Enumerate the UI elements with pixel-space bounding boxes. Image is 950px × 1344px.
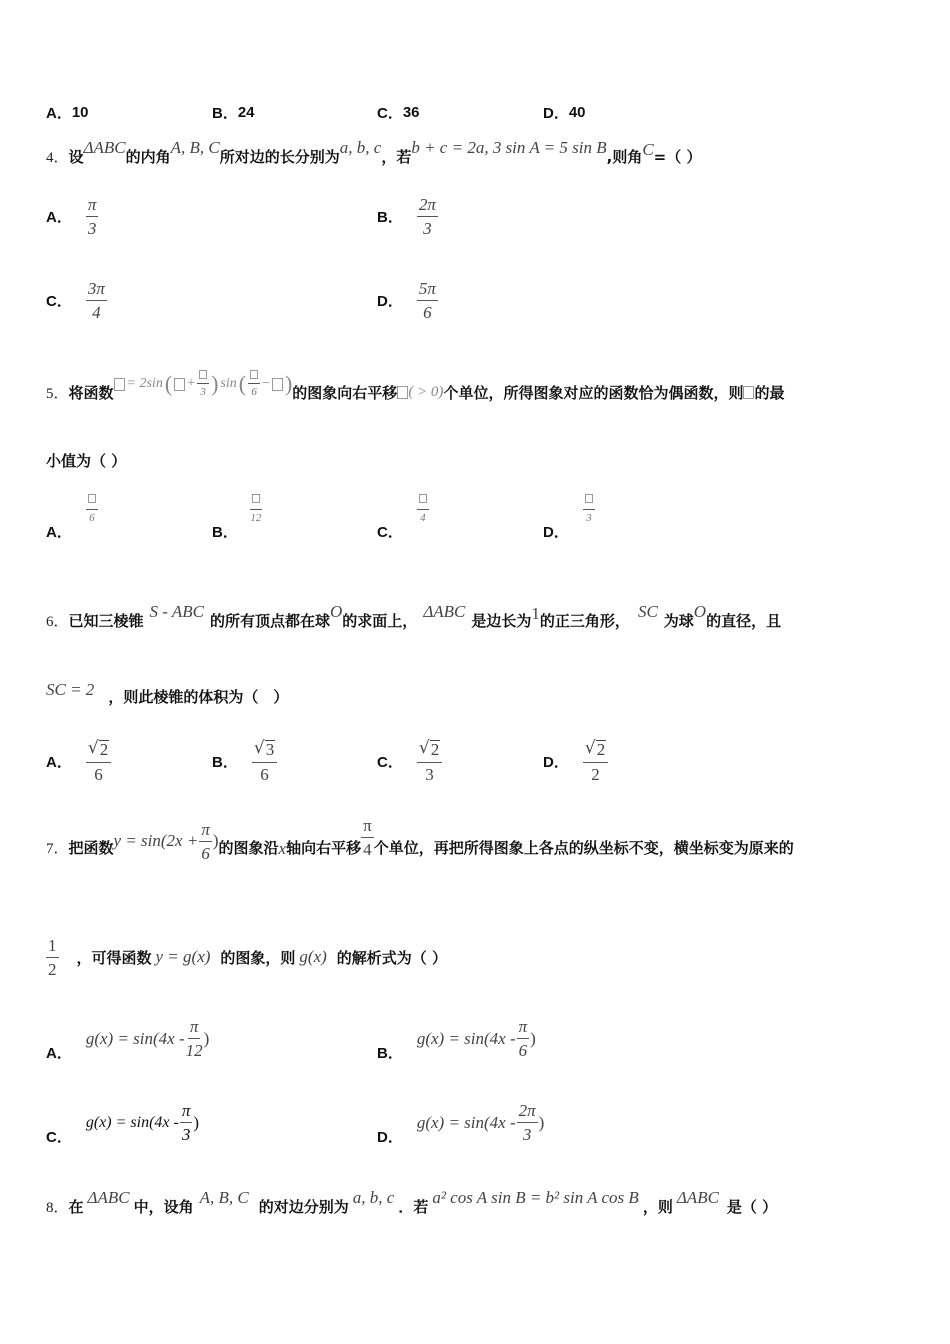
denominator: 3 [87, 219, 97, 238]
q4-option-c[interactable] [46, 280, 107, 321]
q6-text-3: 的求面上， [342, 611, 418, 630]
placeholder-glyph [272, 378, 283, 391]
q4-triangle: ΔABC [83, 138, 126, 157]
option-value: 40 [568, 104, 586, 121]
option-value: 36 [402, 104, 420, 121]
option-label: A． [46, 1045, 72, 1062]
denominator: 3 [586, 512, 592, 524]
q4-text-5: ,则角 [606, 147, 643, 166]
option-fraction [417, 490, 429, 524]
question-number: 7． [46, 840, 69, 857]
sqrt-symbol: √ 2 [584, 738, 606, 759]
question-8-stem [46, 1186, 777, 1226]
option-fraction [583, 740, 608, 783]
option-label: D． [543, 105, 569, 122]
q8-text-5: ，则 [642, 1197, 673, 1216]
question-6-stem [46, 600, 781, 640]
q8-text-3: 的对边分别为 [258, 1197, 349, 1216]
option-label: A． [46, 209, 72, 226]
numerator: π [199, 821, 212, 842]
q4-option-d[interactable] [377, 280, 438, 321]
option-label: D． [377, 293, 403, 310]
q7-text-7: 的解析式为（ ） [336, 948, 448, 967]
placeholder-glyph [397, 386, 408, 399]
q6-text-7: 的直径，且 [706, 611, 782, 630]
q7-text-1: 把函数 [68, 838, 114, 857]
q5-text-3: 个单位，所得图象对应的函数恰为偶函数，则 [443, 383, 744, 402]
q8-text-1: 在 [68, 1197, 84, 1216]
radicand: 2 [430, 740, 440, 759]
q5-option-d[interactable] [543, 490, 595, 541]
q7-func-part: y = sin(2x + [113, 831, 199, 850]
q6-option-a[interactable] [46, 740, 111, 783]
minus-sign: − [262, 376, 270, 391]
prev-option-b[interactable] [212, 102, 255, 123]
q8-text-2: 中，设角 [133, 1197, 194, 1216]
paren-close: ) [212, 831, 219, 850]
question-number: 8． [46, 1199, 69, 1216]
numerator: π [517, 1018, 530, 1039]
radicand: 3 [265, 740, 275, 759]
q4-var: C [642, 140, 654, 159]
q7-text-6: 的图象，则 [220, 948, 296, 967]
denominator: 6 [423, 303, 432, 322]
small-fraction [197, 370, 209, 398]
q4-condition: b + c = 2a, 3 sin A = 5 sin B [411, 138, 607, 157]
numerator: 3π [86, 280, 107, 301]
numerator: π [361, 817, 374, 838]
q5-text-4: 的最 [754, 383, 785, 402]
question-number: 5． [46, 385, 69, 402]
q4-text-1: 设 [68, 147, 84, 166]
option-label: B． [212, 105, 238, 122]
option-fraction [180, 1102, 193, 1143]
q7-axis: x [278, 839, 287, 858]
q7-shift-fraction [361, 817, 374, 858]
paren-close: ) [284, 371, 293, 396]
numerator: 2π [517, 1102, 538, 1123]
sqrt-symbol: √ 2 [418, 738, 440, 759]
option-fraction [252, 740, 277, 783]
placeholder-glyph [114, 378, 125, 391]
question-number: 4． [46, 149, 69, 166]
denominator: 6 [201, 843, 210, 863]
denominator: 4 [363, 839, 372, 859]
q8-sides: a, b, c [352, 1188, 395, 1207]
q6-sphere-2: O [693, 602, 707, 621]
option-label: A． [46, 105, 72, 122]
paren-close: ) [203, 1028, 210, 1048]
q6-side-length: 1 [531, 604, 540, 623]
question-7-stem-cont [46, 932, 447, 982]
denominator: 3 [522, 1125, 532, 1144]
q4-text-3: 所对边的长分别为 [219, 147, 340, 166]
q4-sides: a, b, c [339, 138, 382, 157]
denominator: 4 [420, 512, 426, 524]
question-4-stem [46, 136, 701, 176]
q6-text-6: 为球 [663, 611, 694, 630]
question-number: 6． [46, 613, 69, 630]
q6-pyramid: S - ABC [149, 602, 204, 621]
option-label: A． [46, 524, 72, 541]
q4-text-2: 的内角 [125, 147, 171, 166]
option-expression: g(x) = sin(4x - [416, 1028, 516, 1048]
q5-condition: ( > 0) [408, 383, 444, 400]
q6-option-b[interactable] [212, 740, 277, 783]
q8-text-4: ．若 [398, 1197, 429, 1216]
numerator: 1 [46, 937, 59, 958]
denominator: 12 [250, 512, 262, 524]
q4-option-b[interactable] [377, 196, 438, 237]
numerator: 2π [417, 196, 438, 217]
option-label: C． [46, 293, 72, 310]
small-fraction [248, 370, 260, 398]
option-fraction [517, 1018, 530, 1059]
denominator: 6 [94, 764, 103, 784]
q5-text-2: 的图象向右平移 [292, 383, 398, 402]
option-value: 24 [237, 104, 255, 121]
option-label: C． [377, 105, 403, 122]
q6-condition: SC = 2 [46, 680, 95, 699]
q7-g: g(x) [299, 947, 327, 966]
numerator: 5π [417, 280, 438, 301]
denominator: 3 [425, 764, 434, 784]
q7-function [114, 821, 219, 862]
option-fraction [517, 1102, 538, 1143]
denominator: 6 [518, 1041, 528, 1060]
q7-text-3: 轴向右平移 [286, 838, 362, 857]
denominator: 6 [251, 386, 257, 398]
q6-text-8: ，则此棱锥的体积为（ ） [108, 687, 289, 706]
denominator: 6 [89, 512, 95, 524]
prev-option-a[interactable] [46, 102, 89, 123]
denominator: 4 [92, 303, 101, 322]
option-label: D． [377, 1129, 403, 1146]
option-label: C． [377, 753, 403, 771]
numerator: π [180, 1102, 193, 1123]
option-expression: g(x) = sin(4x - [85, 1113, 179, 1131]
q7-option-b[interactable] [377, 1017, 536, 1062]
q5-option-c[interactable] [377, 490, 429, 541]
option-fraction [417, 740, 442, 783]
option-label: C． [46, 1129, 72, 1146]
q5-option-a[interactable] [46, 490, 98, 541]
denominator: 2 [591, 764, 600, 784]
option-fraction [86, 740, 111, 783]
option-fraction [86, 490, 98, 524]
q6-text-1: 已知三棱锥 [68, 611, 144, 630]
option-fraction [186, 1018, 203, 1059]
prev-option-c[interactable] [377, 102, 420, 123]
q4-text-6: =（ ） [653, 147, 702, 166]
q6-text-5: 的正三角形， [539, 611, 630, 630]
option-fraction [86, 196, 99, 237]
option-fraction [86, 280, 107, 321]
option-label: B． [377, 1045, 403, 1062]
option-fraction [417, 196, 438, 237]
q5-func-part: = 2sin [126, 376, 163, 391]
denominator: 3 [200, 386, 206, 398]
q5-text-1: 将函数 [68, 383, 114, 402]
denominator: 12 [185, 1041, 203, 1060]
denominator: 6 [260, 764, 269, 784]
denominator: 2 [48, 959, 57, 979]
q7-text-5: ，可得函数 [76, 948, 152, 967]
q7-option-c[interactable] [46, 1101, 200, 1146]
question-6-stem-cont [46, 676, 288, 716]
question-7-stem [46, 815, 794, 872]
paren-close: ) [538, 1112, 545, 1132]
numerator: π [188, 1018, 201, 1039]
question-5-stem-cont [46, 450, 126, 471]
sqrt-symbol: √ 3 [253, 738, 275, 759]
option-expression: g(x) = sin(4x - [85, 1028, 185, 1048]
option-label: B． [212, 524, 238, 541]
paren-close: ) [530, 1028, 536, 1048]
q7-text-4: 个单位，再把所得图象上各点的纵坐标不变，横坐标变为原来的 [373, 838, 794, 857]
denominator: 3 [423, 219, 432, 238]
numerator: π [86, 196, 99, 217]
radicand: 2 [596, 740, 606, 759]
denominator: 3 [181, 1125, 191, 1144]
option-fraction [583, 490, 595, 524]
option-label: D． [543, 524, 569, 541]
q7-func-fraction [199, 821, 212, 862]
q4-angles: A, B, C [170, 138, 220, 157]
q6-option-d[interactable] [543, 740, 608, 783]
q4-option-a[interactable] [46, 196, 98, 237]
paren-open: ( [238, 371, 247, 396]
q6-diameter: SC [637, 602, 658, 621]
option-label: A． [46, 753, 72, 771]
q7-text-2: 的图象沿 [218, 838, 279, 857]
option-label: D． [543, 753, 569, 771]
question-5-stem [46, 372, 784, 412]
placeholder-glyph [174, 378, 185, 391]
radicand: 2 [99, 740, 109, 759]
q5-function [114, 370, 293, 398]
option-value: 10 [71, 104, 89, 121]
q8-condition: a² cos A sin B = b² sin A cos B [432, 1188, 639, 1207]
q4-text-4: ，若 [381, 147, 412, 166]
q8-angles: A, B, C [199, 1188, 249, 1207]
paren-close: ) [193, 1112, 200, 1132]
q8-text-6: 是（ ） [726, 1197, 778, 1216]
q6-text-2: 的所有顶点都在球 [210, 611, 331, 630]
q5-option-b[interactable] [212, 490, 262, 541]
q6-sphere: O [330, 602, 343, 621]
q6-option-c[interactable] [377, 740, 442, 783]
option-label: C． [377, 524, 403, 541]
option-label: B． [377, 209, 403, 226]
placeholder-glyph [743, 386, 754, 399]
option-label: B． [212, 753, 238, 771]
prev-option-d[interactable] [543, 102, 586, 123]
q7-half-fraction [46, 937, 59, 978]
q5-func-part: sin [220, 376, 237, 391]
option-expression: g(x) = sin(4x - [416, 1112, 516, 1132]
q7-option-d[interactable] [377, 1101, 545, 1146]
plus-sign: + [187, 376, 196, 391]
q5-text-5: 小值为（ ） [46, 452, 127, 470]
q8-triangle: ΔABC [87, 1188, 130, 1207]
q7-option-a[interactable] [46, 1017, 210, 1062]
q8-triangle-2: ΔABC [676, 1188, 719, 1207]
paren-open: ( [164, 371, 173, 396]
option-fraction [417, 280, 438, 321]
q6-triangle: ΔABC [423, 602, 466, 621]
option-fraction [250, 490, 262, 524]
sqrt-symbol: √ 2 [87, 738, 109, 759]
q7-gfunc: y = g(x) [155, 947, 211, 966]
q6-text-4: 是边长为 [471, 611, 532, 630]
paren-close: ) [211, 371, 219, 396]
